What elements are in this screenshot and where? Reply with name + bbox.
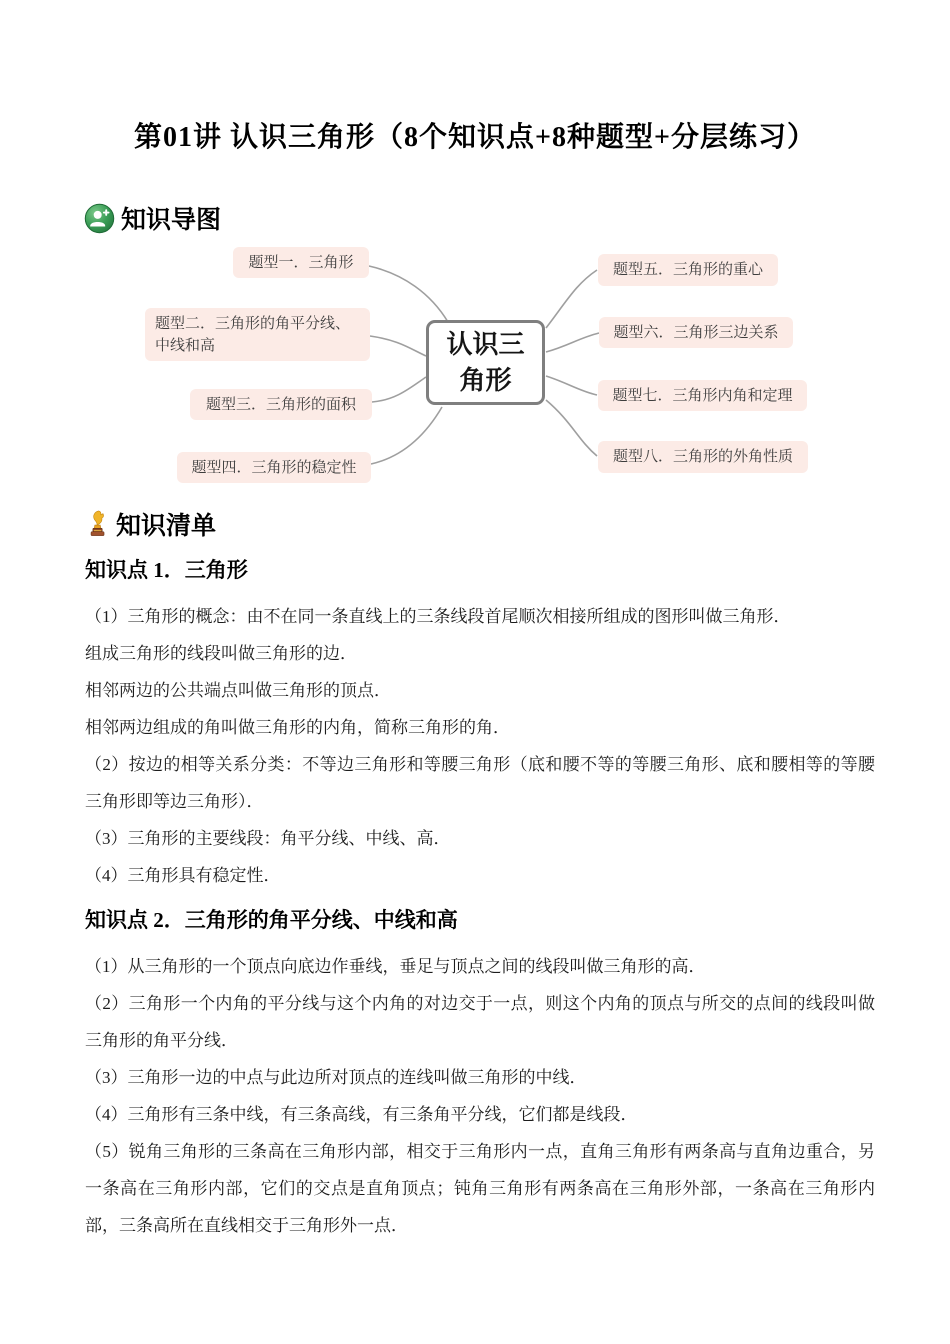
paragraph: 相邻两边组成的角叫做三角形的内角，简称三角形的角． bbox=[85, 718, 510, 737]
paragraph: 组成三角形的线段叫做三角形的边． bbox=[85, 644, 357, 663]
paragraph: （3）三角形的主要线段：角平分线、中线、高． bbox=[85, 829, 451, 848]
page-title: 第01讲 认识三角形（8个知识点+8种题型+分层练习） bbox=[134, 122, 816, 153]
mindmap-node-type3: 题型三．三角形的面积 bbox=[190, 389, 372, 420]
connector-type1 bbox=[369, 266, 448, 322]
add-user-icon bbox=[84, 203, 115, 234]
paragraph: （5）锐角三角形的三条高在三角形内部，相交于三角形内一点，直角三角形有两条高与直角边重合，另一条高在三角形内部，它们的交点是直角顶点；钝角三角形有两条高在三角形外部，一条高在三角形内部，三条高所在直线相交于三角形外一点． bbox=[85, 1142, 875, 1235]
connector-type3 bbox=[372, 377, 426, 402]
paragraph: 相邻两边的公共端点叫做三角形的顶点． bbox=[85, 681, 391, 700]
paragraph: （2）按边的相等关系分类：不等边三角形和等腰三角形（底和腰不等的等腰三角形、底和腰相等的等腰三角形即等边三角形）． bbox=[85, 755, 875, 811]
trophy-icon bbox=[84, 509, 110, 540]
connector-type5 bbox=[546, 270, 597, 328]
knowledge-map-title: 知识导图 bbox=[121, 207, 222, 234]
knowledge-point-1-body bbox=[85, 598, 875, 894]
paragraph: （4）三角形有三条中线，有三条高线，有三条角平分线，它们都是线段． bbox=[85, 1105, 638, 1124]
knowledge-point-2-body bbox=[85, 948, 875, 1244]
knowledge-point-1-heading: 知识点 1．三角形 bbox=[85, 558, 248, 582]
mindmap-node-type6: 题型六．三角形三边关系 bbox=[599, 317, 793, 348]
connector-type7 bbox=[546, 376, 597, 395]
knowledge-list-section-header bbox=[84, 506, 950, 542]
mindmap-node-type5: 题型五．三角形的重心 bbox=[598, 254, 778, 286]
knowledge-point-2-heading: 知识点 2．三角形的角平分线、中线和高 bbox=[85, 908, 458, 932]
paragraph: （3）三角形一边的中点与此边所对顶点的连线叫做三角形的中线． bbox=[85, 1068, 587, 1087]
paragraph: （4）三角形具有稳定性． bbox=[85, 866, 281, 885]
connector-type2 bbox=[370, 336, 426, 356]
paragraph: （1）三角形的概念：由不在同一条直线上的三条线段首尾顺次相接所组成的图形叫做三角形． bbox=[85, 607, 791, 626]
mindmap-node-type1: 题型一．三角形 bbox=[233, 247, 369, 278]
connector-type4 bbox=[371, 407, 442, 464]
mindmap-center-node: 认识三角形 bbox=[426, 320, 545, 405]
mindmap-node-type2: 题型二．三角形的角平分线、中线和高 bbox=[145, 308, 370, 361]
connector-type6 bbox=[546, 333, 599, 352]
paragraph: （2）三角形一个内角的平分线与这个内角的对边交于一点，则这个内角的顶点与所交的点间的线段叫做三角形的角平分线． bbox=[85, 994, 875, 1050]
knowledge-map-section-header bbox=[84, 200, 950, 236]
connector-type8 bbox=[546, 400, 597, 456]
mindmap-node-type8: 题型八．三角形的外角性质 bbox=[598, 441, 808, 473]
paragraph: （1）从三角形的一个顶点向底边作垂线，垂足与顶点之间的线段叫做三角形的高． bbox=[85, 957, 706, 976]
mindmap-node-type7: 题型七．三角形内角和定理 bbox=[598, 380, 807, 411]
mindmap-node-type4: 题型四．三角形的稳定性 bbox=[177, 452, 371, 483]
knowledge-mind-map bbox=[0, 244, 950, 492]
knowledge-list-title: 知识清单 bbox=[116, 513, 217, 540]
